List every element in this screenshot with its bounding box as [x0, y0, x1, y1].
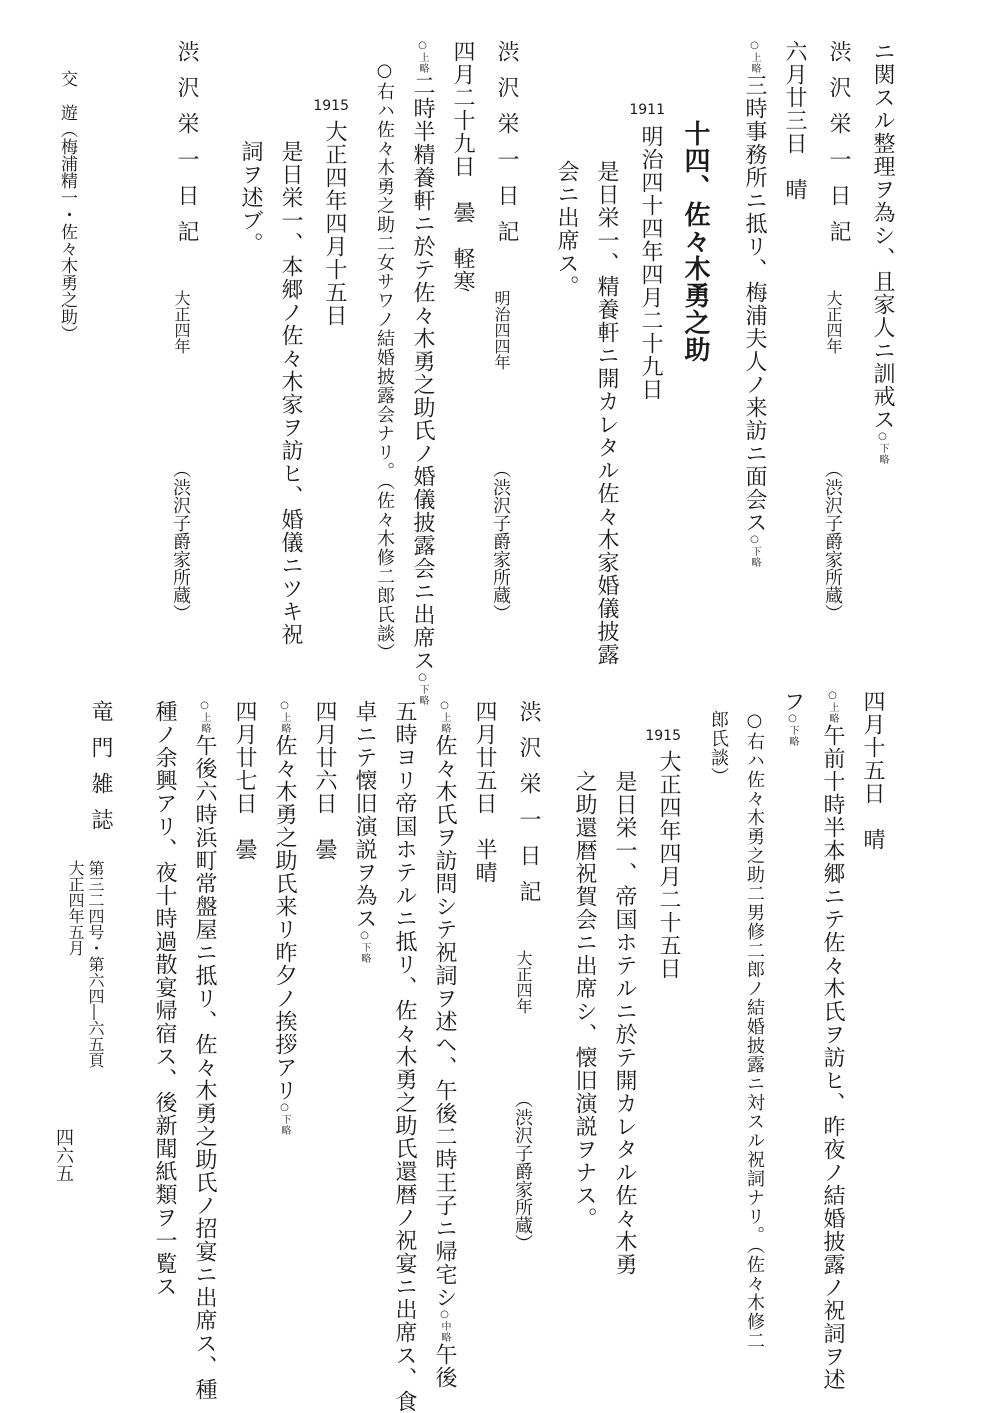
text: 三時事務所ニ抵リ、梅浦夫人ノ来訪ニ面会ス [742, 74, 767, 534]
text: 午前十時半本郷ニテ佐々木氏ヲ訪ヒ、昨夜ノ結婚披露ノ祝詞ヲ述 [820, 724, 845, 1391]
entry-date [657, 750, 679, 980]
text: 二時半精養軒ニ於テ佐々木勇之助氏ノ婚儀披露会ニ出席ス [410, 74, 435, 672]
text: 是日栄一、精養軒ニ開カレタル佐々木家婚儀披露 [594, 160, 619, 666]
abbreviation-note: ○上略 [199, 700, 210, 734]
text-column [393, 700, 415, 1413]
text: 詞ヲ述ブ。 [238, 140, 263, 255]
text-column [353, 700, 375, 964]
source-year: 大正四年 [172, 290, 191, 354]
text-column [451, 40, 473, 293]
abbreviation-note: ○下略 [749, 534, 760, 568]
abbreviation-note: ○下略 [787, 713, 798, 747]
title: 渋沢栄一日記 [174, 40, 199, 256]
source-title [89, 700, 111, 844]
text-column [613, 770, 635, 1276]
text-column [861, 690, 883, 851]
source-year: 大正四年 [824, 290, 843, 354]
note-column [745, 710, 763, 1350]
source-holder: （渋沢子爵家所蔵） [512, 1090, 533, 1252]
diary-date: 四月廿七日 曇 [232, 700, 257, 861]
text-column [871, 40, 893, 465]
text-column [555, 160, 577, 298]
note-text: ○右ハ佐々木勇之助二女サワノ結婚披露会ナリ。（佐々木修二郎氏談） [374, 60, 395, 662]
source-issue: 第三二四号・第六四―六五頁 [86, 860, 105, 1068]
text-column [743, 40, 765, 568]
text-column [433, 700, 455, 1389]
text-column [473, 700, 495, 884]
text-column [573, 770, 595, 1230]
entry-date [639, 125, 661, 401]
source-title [517, 700, 539, 916]
running-footer: 交 遊（梅浦精一・佐々木勇之助） [57, 70, 77, 342]
text-column [313, 700, 335, 861]
date-text: 大正四年四月十五日 [322, 120, 347, 327]
abbreviation-note: ○下略 [877, 431, 888, 465]
text: 種ノ余興アリ、夜十時過散宴帰宿ス、後新聞紙類ヲ一覧ス [152, 700, 177, 1298]
abbreviation-note: ○下略 [359, 930, 370, 964]
note-text: ○右ハ佐々木勇之助二男修二郎ノ結婚披露ニ対スル祝詞ナリ。（佐々木修二 [744, 710, 765, 1350]
text-column [153, 700, 175, 1298]
note-text: 郎氏談） [708, 710, 729, 786]
year-marker: 1915 [313, 98, 349, 114]
diary-date: 六月廿三日 晴 [782, 40, 807, 201]
text: 午後 [432, 1343, 457, 1389]
text-column [595, 160, 617, 666]
diary-date: 四月十五日 晴 [860, 690, 885, 851]
heading-text: 十四、佐々木勇之助 [680, 120, 710, 363]
text: 午後六時浜町常盤屋ニ抵リ、佐々木勇之助氏ノ招宴ニ出席ス、種 [192, 734, 217, 1401]
entry-date [323, 120, 345, 327]
title: 竜門雑誌 [88, 700, 113, 844]
note-column [375, 60, 393, 662]
text: ニ関スル整理ヲ為シ、且家人ニ訓戒ス [870, 40, 895, 431]
abbreviation-note: ○上略 [439, 700, 450, 734]
text: 是日栄一、帝国ホテルニ於テ開カレタル佐々木勇 [612, 770, 637, 1276]
text: 五時ヨリ帝国ホテルニ抵リ、佐々木勇之助氏還暦ノ祝宴ニ出席ス、食 [392, 700, 417, 1413]
text-column [193, 700, 215, 1401]
source-title [175, 40, 197, 256]
text-column [239, 140, 261, 255]
title: 渋沢栄一日記 [494, 40, 519, 256]
abbreviation-note: ○上略 [827, 690, 838, 724]
text-column [821, 690, 843, 1391]
title: 渋沢栄一日記 [826, 40, 851, 256]
upper-section [40, 40, 895, 706]
text-column [411, 40, 433, 706]
year-marker: 1911 [629, 102, 665, 118]
source-holder: （渋沢子爵家所蔵） [822, 460, 843, 622]
title: 渋沢栄一日記 [516, 700, 541, 916]
text-column [783, 40, 805, 201]
source-year: 大正四年 [514, 950, 533, 1014]
text-column [273, 700, 295, 1136]
text-column [781, 690, 803, 747]
abbreviation-note: ○上略 [749, 40, 760, 74]
lower-section [40, 690, 893, 1413]
abbreviation-note: ○下略 [417, 672, 428, 706]
text: 会ニ出席ス。 [554, 160, 579, 298]
diary-date: 四月二十九日 曇 軽寒 [450, 40, 475, 293]
date-text: 明治四十四年四月二十九日 [638, 125, 663, 401]
text: フ [780, 690, 805, 713]
diary-date: 四月廿五日 半晴 [472, 700, 497, 884]
note-column [709, 710, 727, 786]
date-text: 大正四年四月二十五日 [656, 750, 681, 980]
page-number: 四六五 [53, 1128, 74, 1182]
abbreviation-note: ○上略 [279, 700, 290, 734]
year-marker: 1915 [645, 728, 681, 744]
abbreviation-note: ○中略 [439, 1309, 450, 1343]
diary-date: 四月廿六日 曇 [312, 700, 337, 861]
text: 佐々木氏ヲ訪問シテ祝詞ヲ述ヘ、午後二時王子ニ帰宅シ [432, 734, 457, 1309]
text: 之助還暦祝賀会ニ出席シ、懐旧演説ヲナス。 [572, 770, 597, 1230]
text-column [233, 700, 255, 861]
text: 是日栄一、本郷ノ佐々木家ヲ訪ヒ、婚儀ニツキ祝 [278, 140, 303, 646]
text: 卓ニテ懐旧演説ヲ為ス [352, 700, 377, 930]
text-column [279, 140, 301, 646]
source-title [495, 40, 517, 256]
abbreviation-note: ○下略 [279, 1102, 290, 1136]
text: 佐々木勇之助氏来リ昨夕ノ挨拶アリ [272, 734, 297, 1102]
source-holder: （渋沢子爵家所蔵） [490, 460, 511, 622]
source-year: 明治四四年 [492, 290, 511, 370]
section-heading [682, 120, 708, 363]
abbreviation-note: ○上略 [417, 40, 428, 74]
source-date: 大正四年五月 [66, 860, 85, 956]
source-holder: （渋沢子爵家所蔵） [170, 460, 191, 622]
source-title [827, 40, 849, 256]
